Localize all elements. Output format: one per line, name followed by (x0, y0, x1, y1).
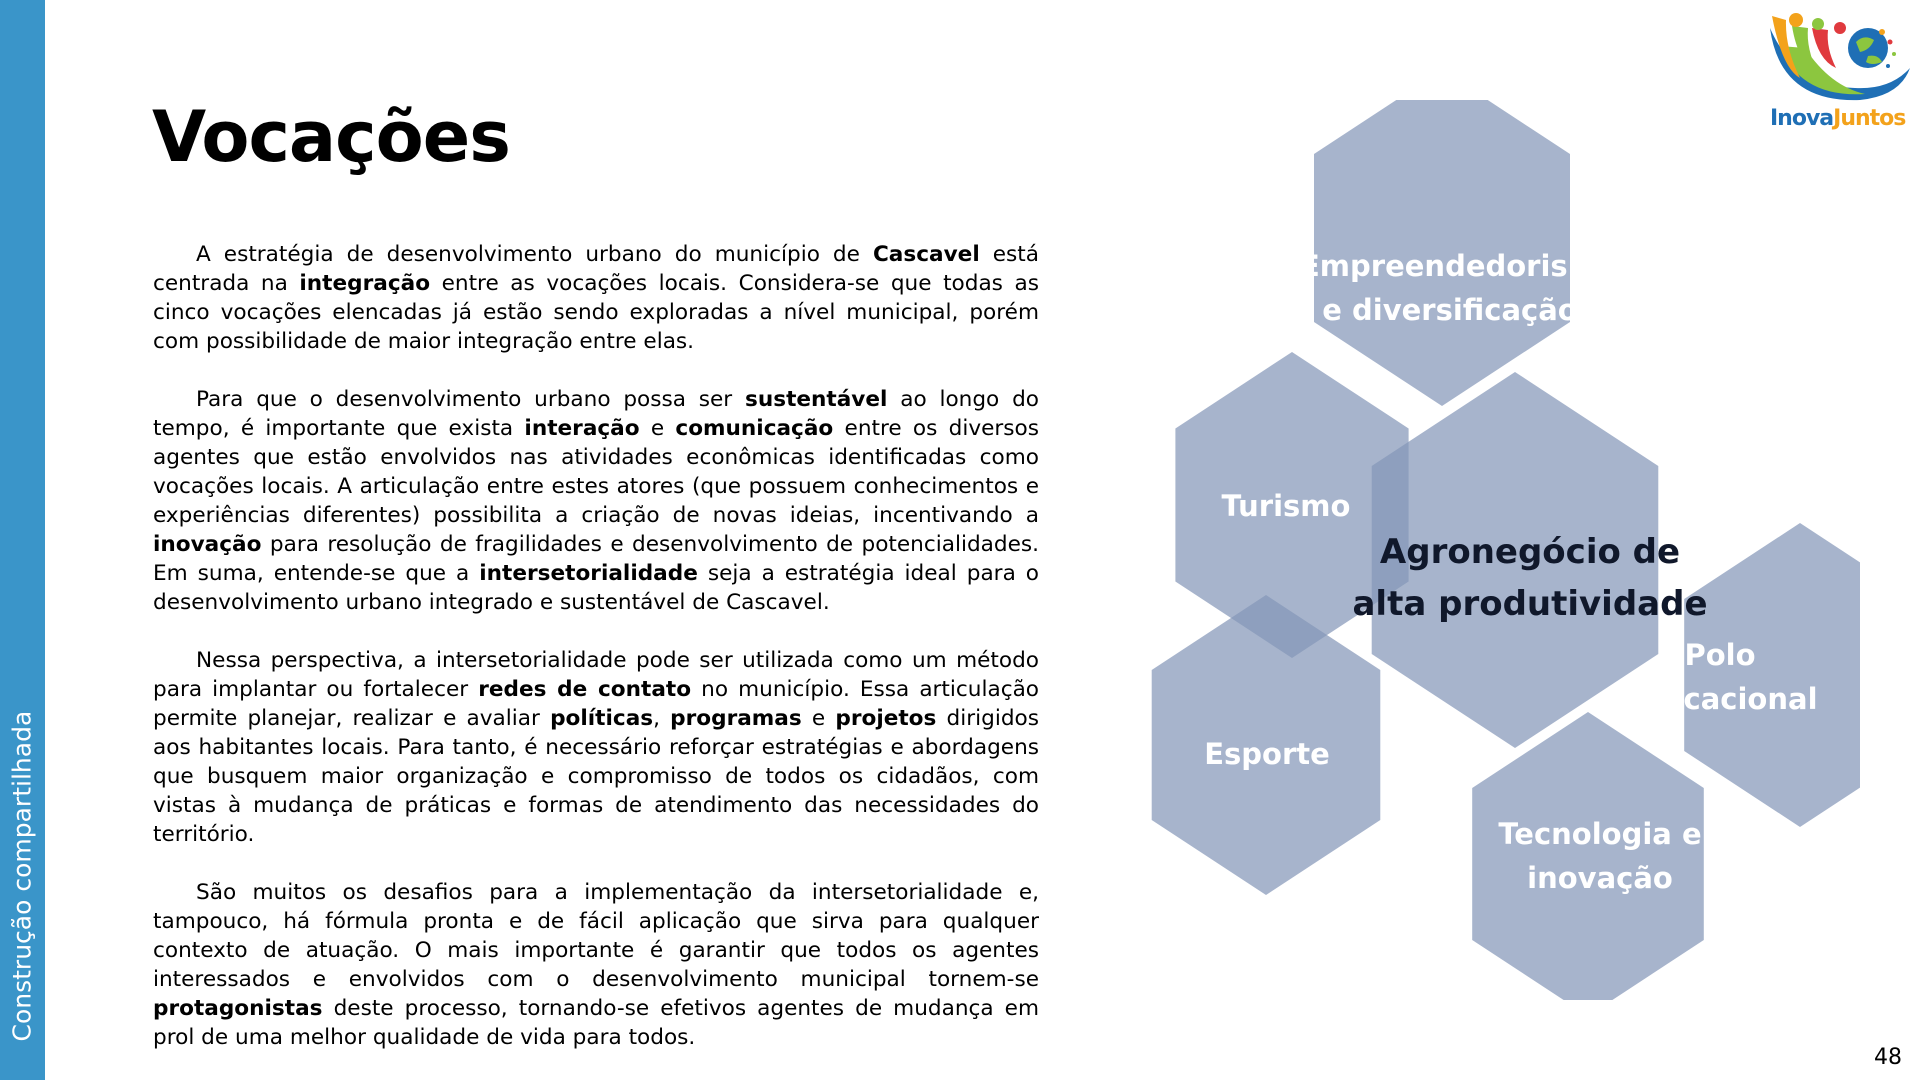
logo-text-part2: Juntos (1833, 106, 1906, 131)
hex-label-empreendedorismo (1300, 244, 1618, 332)
emphasis-text: Cascavel (872, 242, 980, 267)
page-title: Vocações (152, 96, 510, 178)
emphasis-text: programas (670, 706, 802, 731)
emphasis-text: políticas (550, 706, 654, 731)
text-run: A estratégia de desenvolvimento urbano do município de (196, 242, 873, 267)
emphasis-text: comunicação (675, 416, 834, 441)
emphasis-text: projetos (835, 706, 937, 731)
hex-label-tecnologia (1480, 812, 1720, 900)
text-run: Nessa perspectiva, a intersetorialidade pode ser utilizada como um método para implantar ou fortalecer (153, 648, 1039, 702)
text-run: no município. Essa articulação permite planejar, realizar e avaliar (153, 677, 1040, 731)
body-text (153, 240, 1039, 1080)
text-run: e (639, 416, 676, 441)
hex-label-line: Polo (1684, 638, 1756, 672)
side-label: Construção compartilhada (7, 710, 37, 1042)
hex-label-line: Agronegócio de (1379, 532, 1681, 572)
hex-label-line: alta produtividade (1352, 584, 1708, 624)
body-paragraph-4 (153, 878, 1039, 1052)
emphasis-text: inovação (153, 532, 262, 557)
emphasis-text: protagonistas (153, 996, 323, 1021)
text-run: São muitos os desafios para a implementação da intersetorialidade e, tampouco, há fórmula pronta e de fácil aplicação que sirva para qualquer contexto de atuação. O mais importante é garantir que todos os agentes interessados e envolvidos com o desenvolvimento municipal tornem-se (153, 880, 1039, 992)
body-paragraph-2 (153, 385, 1039, 617)
emphasis-text: redes de contato (478, 677, 692, 702)
logo-text-part1: Inova (1770, 106, 1834, 131)
hex-label-agronegocio (1340, 526, 1720, 630)
hex-label-line: Esporte (1204, 737, 1330, 771)
text-run: entre as vocações locais. Considera-se que todas as cinco vocações elencadas já estão sendo exploradas a nível municipal, porém com possibilidade de maior integração entre elas. (153, 271, 1039, 354)
body-paragraph-3 (153, 646, 1039, 849)
text-run: , (653, 706, 671, 731)
text-run: Para que o desenvolvimento urbano possa ser (196, 387, 745, 412)
hex-label-esporte (1167, 732, 1367, 776)
emphasis-text: interação (524, 416, 640, 441)
hex-label-line: inovação (1527, 861, 1673, 895)
text-run: está centrada na (153, 242, 1039, 296)
hex-label-line: Tecnologia e (1498, 817, 1702, 851)
text-run: e (801, 706, 836, 731)
text-run: deste processo, tornando-se efetivos agentes de mudança em prol de uma melhor qualidade de vida para todos. (153, 996, 1039, 1050)
side-bar (0, 0, 45, 1080)
hex-label-line: Turismo (1221, 489, 1351, 523)
hex-label-line: educacional (1622, 682, 1818, 716)
text-run: entre os diversos agentes que estão envolvidos nas atividades econômicas identificadas como vocações locais. A articulação entre estes atores (que possuem conhecimentos e experiências diferentes) possibilita a criação de novas ideias, incentivando a (153, 416, 1039, 528)
body-paragraph-1 (153, 240, 1039, 356)
text-run: ao longo do tempo, é importante que exista (153, 387, 1039, 441)
hex-label-turismo (1186, 484, 1386, 528)
text-run: para resolução de fragilidades e desenvolvimento de potencialidades. Em suma, entende-se que a (153, 532, 1039, 586)
hex-label-line: Empreendedorismo (1300, 249, 1618, 283)
hex-label-line: e diversificação (1322, 293, 1578, 327)
page-number: 48 (1874, 1045, 1902, 1070)
text-run: dirigidos aos habitantes locais. Para tanto, é necessário reforçar estratégias e abordagens que busquem maior organização e compromisso de todos os cidadãos, com vistas à mudança de práticas e formas de atendimento das necessidades do território. (153, 706, 1040, 847)
hex-label-polo-educacional (1610, 633, 1830, 721)
emphasis-text: sustentável (744, 387, 888, 412)
text-run: seja a estratégia ideal para o desenvolvimento urbano integrado e sustentável de Cascavel. (153, 561, 1039, 615)
emphasis-text: integração (299, 271, 431, 296)
emphasis-text: intersetorialidade (479, 561, 698, 586)
